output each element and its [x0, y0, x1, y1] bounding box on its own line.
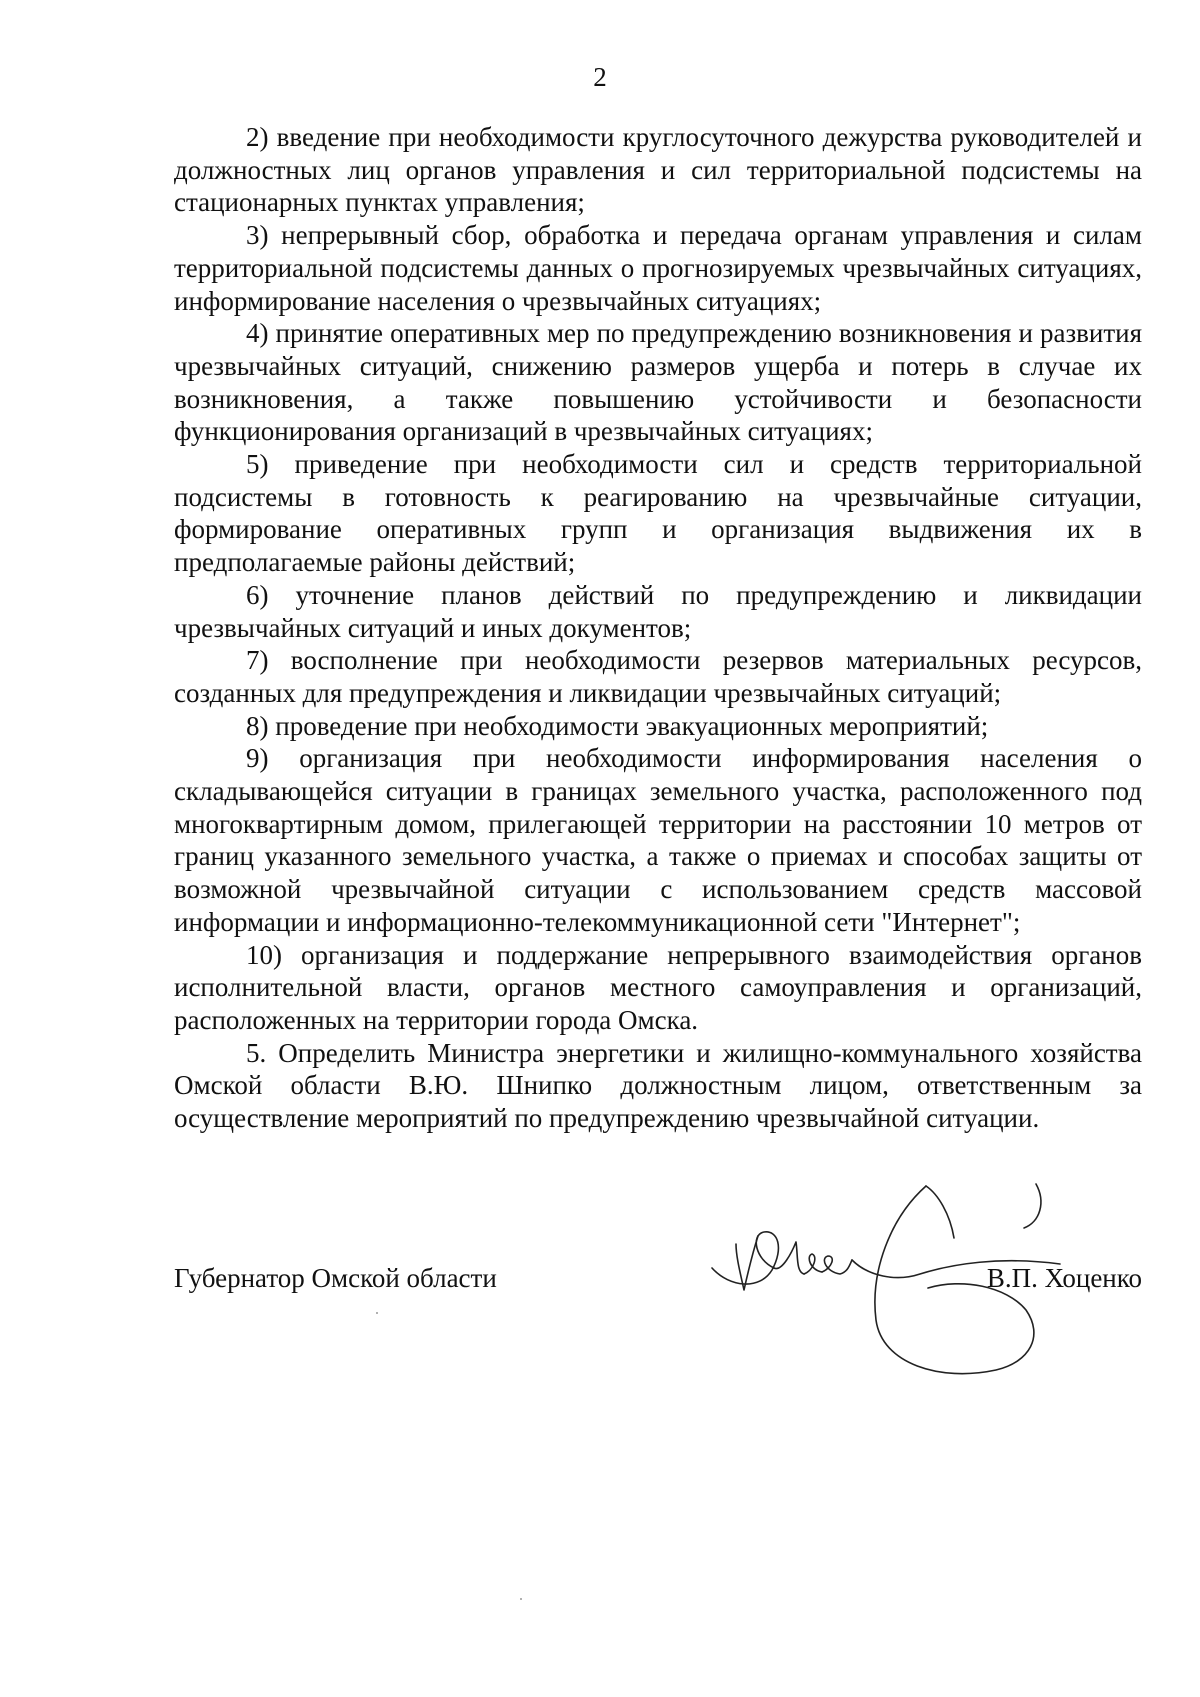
paragraph-item-5: 5) приведение при необходимости сил и средств территориальной подсистемы в готовность к реагированию на чрезвычайные ситуации, формирование оперативных групп и организация выдвижения их в предполагаемые районы действий;: [174, 449, 1142, 578]
signatory-position: Губернатор Омской области: [174, 1263, 497, 1293]
paragraph-item-7: 7) восполнение при необходимости резервов материальных ресурсов, созданных для предупреждения и ликвидации чрезвычайных ситуаций;: [174, 645, 1142, 708]
page-number: 2: [593, 62, 607, 92]
paragraph-item-8: 8) проведение при необходимости эвакуационных мероприятий;: [246, 710, 989, 741]
signature-block: [174, 1262, 1142, 1312]
paragraph-item-6: 6) уточнение планов действий по предупреждению и ликвидации чрезвычайных ситуаций и иных документов;: [174, 579, 1142, 643]
signatory-name: В.П. Хоценко: [986, 1263, 1142, 1293]
scan-artifact: [376, 1312, 378, 1314]
document-body: [174, 121, 1142, 1135]
paragraph-item-9: 9) организация при необходимости информирования населения о складывающейся ситуации в границах земельного участка, расположенного под многоквартирным домом, прилегающей территории на расстоянии 10 метров от границ указанного земельного участка, а также о приемах и способах защиты от возможной чрезвычайной ситуации с использованием средств массовой информации и информационно-телекоммуникационной сети "Интернет";: [174, 743, 1142, 937]
paragraph-item-10: 10) организация и поддержание непрерывного взаимодействия органов исполнительной власти, органов местного самоуправления и организаций, расположенных на территории города Омска.: [174, 939, 1142, 1035]
paragraph-point-5: 5. Определить Министра энергетики и жилищно-коммунального хозяйства Омской области В.Ю. Шнипко должностным лицом, ответственным за осуществление мероприятий по предупреждению чрезвычайной ситуации.: [174, 1037, 1142, 1134]
paragraph-item-2: 2) введение при необходимости круглосуточного дежурства руководителей и должностных лиц органов управления и сил территориальной подсистемы на стационарных пунктах управления;: [174, 122, 1142, 218]
paragraph-item-3: 3) непрерывный сбор, обработка и передача органам управления и силам территориальной подсистемы данных о прогнозируемых чрезвычайных ситуациях, информирование населения о чрезвычайных ситуациях;: [174, 220, 1142, 316]
scan-artifact: [520, 1598, 522, 1600]
paragraph-item-4: 4) принятие оперативных мер по предупреждению возникновения и развития чрезвычайных ситуаций, снижению размеров ущерба и потерь в случае их возникновения, а также повышению устойчивости и безопасности функционирования организаций в чрезвычайных ситуациях;: [174, 318, 1142, 447]
